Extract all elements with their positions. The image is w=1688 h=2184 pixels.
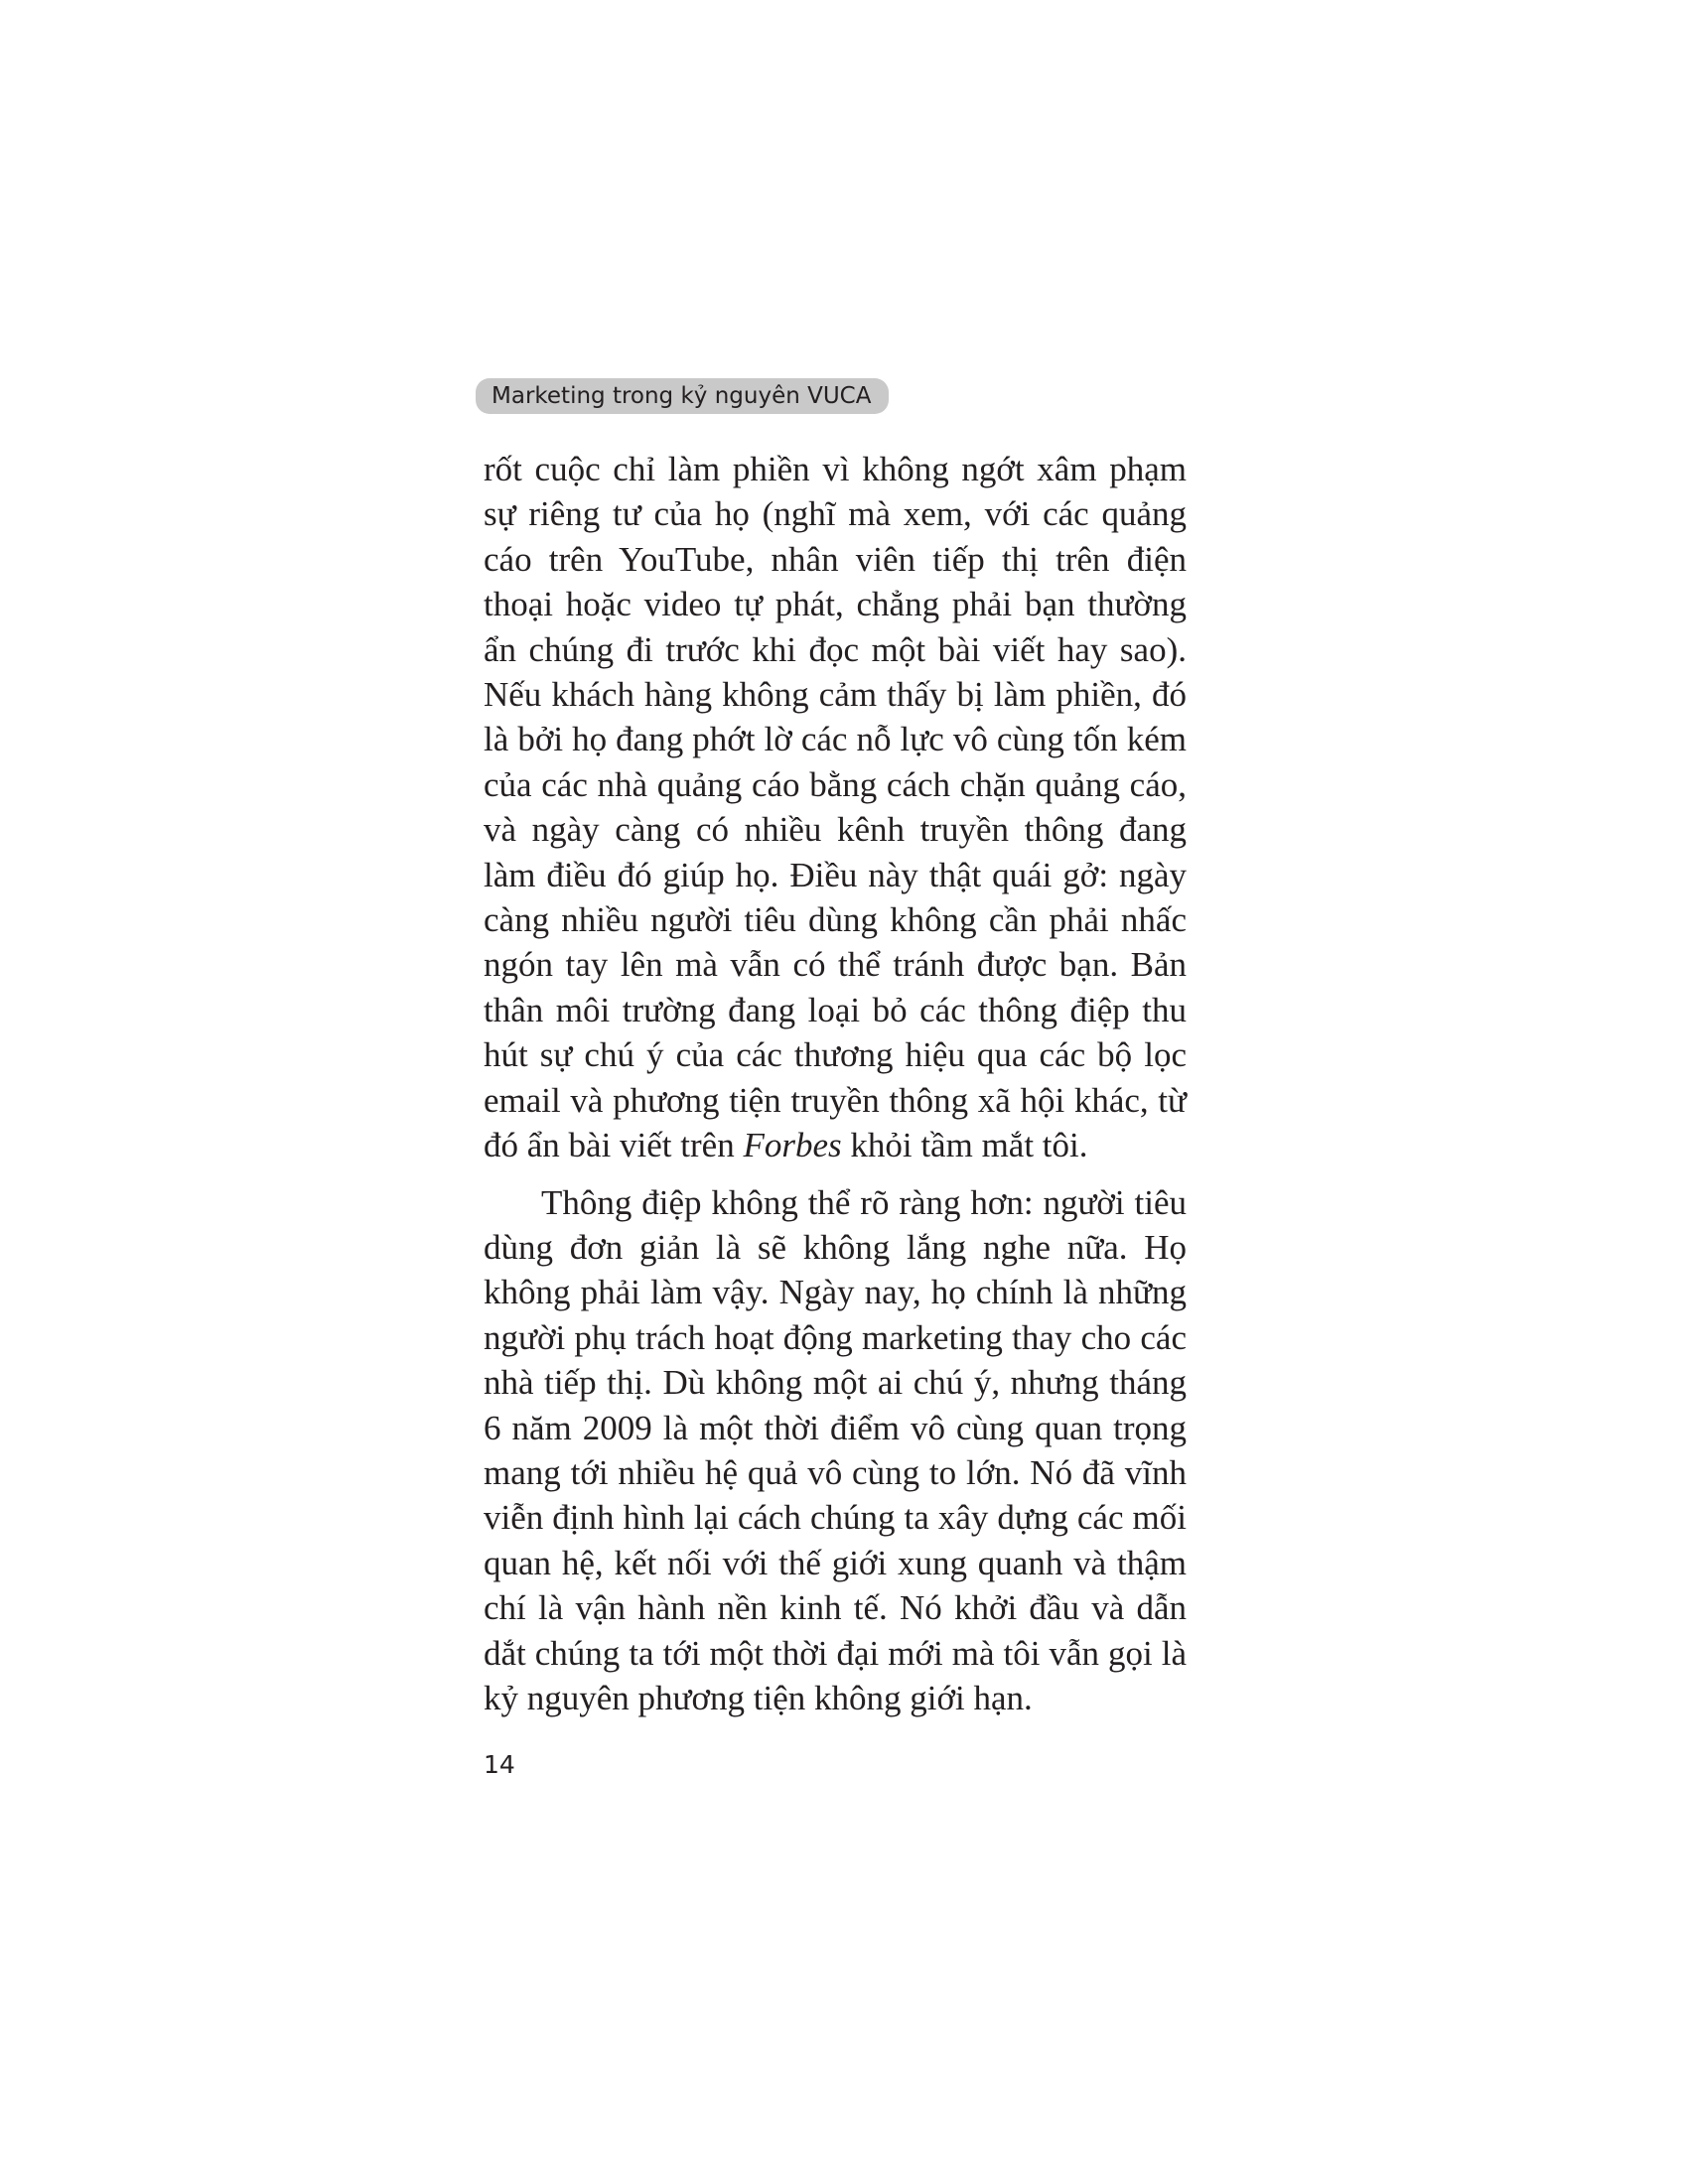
paragraph-1-part-1: rốt cuộc chỉ làm phiền vì không ngớt xâm phạm sự riêng tư của họ (nghĩ mà xem, với các quảng cáo trên YouTube, nhân viên tiếp thị trên điện thoại hoặc video tự phát, chẳng phải bạn thường ẩn chúng đi trước khi đọc một bài viết hay sao). Nếu khách hàng không cảm thấy bị làm phiền, đó là bởi họ đang phớt lờ các nỗ lực vô cùng tốn kém của các nhà quảng cáo bằng cách chặn quảng cáo, và ngày càng có nhiều kênh truyền thông đang làm điều đó giúp họ. Điều này thật quái gở: ngày càng nhiều người tiêu dùng không cần phải nhấc ngón tay lên mà vẫn có thể tránh được bạn. Bản thân môi trường đang loại bỏ các thông điệp thu hút sự chú ý của các thương hiệu qua các bộ lọc email và phương tiện truyền thông xã hội khác, từ đó ẩn bài viết trên (484, 450, 1187, 1165)
paragraph-2: Thông điệp không thể rõ ràng hơn: người tiêu dùng đơn giản là sẽ không lắng nghe nữa. Họ không phải làm vậy. Ngày nay, họ chính là những người phụ trách hoạt động marketing thay cho các nhà tiếp thị. Dù không một ai chú ý, nhưng tháng 6 năm 2009 là một thời điểm vô cùng quan trọng mang tới nhiều hệ quả vô cùng to lớn. Nó đã vĩnh viễn định hình lại cách chúng ta xây dựng các mối quan hệ, kết nối với thế giới xung quanh và thậm chí là vận hành nền kinh tế. Nó khởi đầu và dẫn dắt chúng ta tới một thời đại mới mà tôi vẫn gọi là kỷ nguyên phương tiện không giới hạn. (484, 1182, 1187, 1717)
page-number: 14 (484, 1750, 515, 1779)
paragraph-1-part-2: khỏi tầm mắt tôi. (850, 1126, 1088, 1165)
paragraph-1 (484, 447, 1187, 1168)
running-header (476, 378, 889, 414)
body-text (484, 447, 1187, 1720)
publication-title: Forbes (743, 1126, 842, 1165)
running-header-title: Marketing trong kỷ nguyên VUCA (492, 383, 872, 409)
